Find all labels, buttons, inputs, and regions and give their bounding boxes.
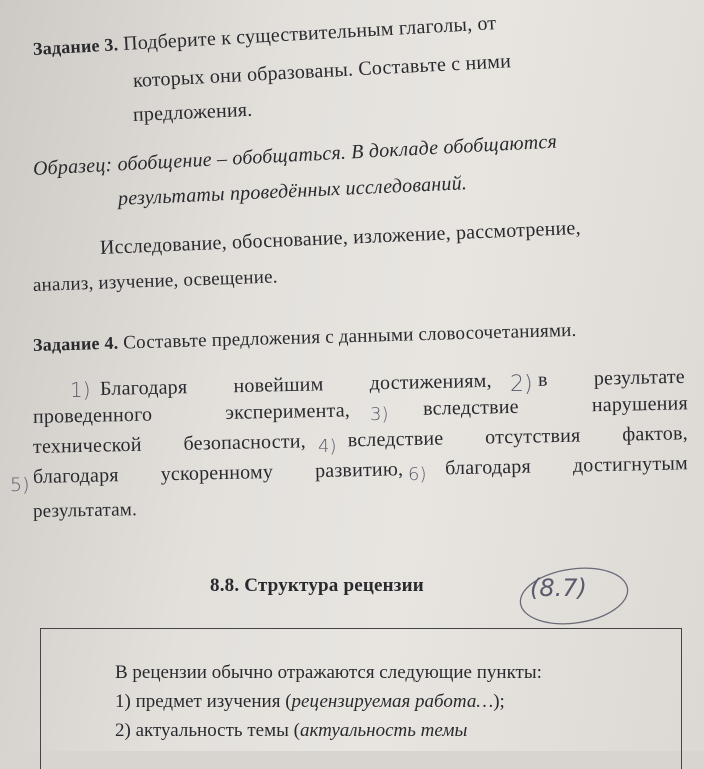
handwritten-number-3: 3) bbox=[370, 404, 389, 425]
handwritten-number-1: 1) bbox=[70, 378, 91, 402]
phrase-word: технической bbox=[32, 433, 142, 458]
phrase-word: благодаря bbox=[444, 455, 532, 480]
handwritten-number-6: 6) bbox=[408, 464, 427, 485]
phrase-word: фактов, bbox=[622, 422, 689, 446]
box-intro: В рецензии обычно отражаются следующие пункты: bbox=[115, 662, 542, 683]
box-item-2-italic: актуальность темы bbox=[299, 720, 468, 741]
task3-line3 bbox=[133, 99, 253, 126]
sample-text-1: Образец: обобщение – обобщаться. В докладе обобщаются bbox=[32, 130, 558, 180]
task4-label: Задание 4. bbox=[32, 332, 119, 355]
handwritten-number-5: 5) bbox=[10, 474, 30, 496]
phrase-word: развитию, bbox=[314, 458, 404, 483]
phrase-word: Благодаря bbox=[99, 376, 188, 400]
task4-line bbox=[33, 319, 577, 357]
phrases-line3 bbox=[33, 422, 688, 458]
phrase-word: безопасности, bbox=[183, 430, 307, 455]
box-item-1-italic: рецензируемая работа… bbox=[291, 691, 494, 712]
task3-text-1: Подберите к существительным глаголы, от bbox=[122, 12, 497, 55]
phrase-word: вследствие bbox=[422, 395, 519, 420]
phrase-word: эксперимента, bbox=[225, 399, 351, 424]
phrase-word: в bbox=[537, 368, 548, 391]
sample-text-2: результаты проведённых исследований. bbox=[117, 172, 468, 210]
phrases-line4 bbox=[33, 452, 688, 488]
task3-text-2: которых они образованы. Составьте с ними bbox=[132, 50, 512, 92]
handwritten-number-2: 2) bbox=[510, 372, 533, 397]
phrase-word: нарушения bbox=[591, 392, 689, 417]
phrase-word: достигнутым bbox=[572, 452, 689, 477]
handwritten-number-4: 4) bbox=[318, 436, 337, 457]
task4-text: Составьте предложения с данными словосочетаниями. bbox=[122, 319, 577, 354]
phrases-line5 bbox=[33, 499, 137, 523]
box-item-2-text: 2) актуальность темы ( bbox=[115, 720, 300, 741]
section-title: 8.8. Структура рецензии bbox=[210, 575, 424, 596]
sample-line2 bbox=[118, 172, 468, 210]
phrase-word: отсутствия bbox=[484, 424, 581, 449]
box-item-1-text: 1) предмет изучения ( bbox=[115, 691, 292, 712]
box-item-2 bbox=[115, 720, 467, 742]
phrase-word: благодаря bbox=[32, 464, 119, 488]
phrase-word: вследствие bbox=[347, 427, 444, 452]
box-item-1 bbox=[115, 691, 505, 713]
phrase-word: новейшим bbox=[233, 373, 324, 398]
phrase-word: достижениям, bbox=[369, 369, 492, 395]
task3-line2 bbox=[132, 50, 511, 92]
words-text-2: анализ, изучение, освещение. bbox=[32, 266, 278, 296]
phrase-word: результате bbox=[593, 365, 686, 390]
task3-text-3: предложения. bbox=[132, 98, 253, 126]
words-line2 bbox=[33, 266, 278, 297]
handwritten-note: (8.7) bbox=[530, 574, 587, 602]
info-box bbox=[40, 628, 682, 769]
words-text-1: Исследование, обоснование, изложение, рассмотрение, bbox=[99, 216, 582, 259]
phrase-word: ускоренному bbox=[160, 460, 274, 486]
phrase-word: проведенного bbox=[32, 403, 153, 428]
phrase-word: результатам. bbox=[32, 499, 138, 522]
box-item-1-suffix: ); bbox=[493, 691, 505, 712]
words-line1 bbox=[100, 217, 582, 259]
task3-label: Задание 3. bbox=[32, 34, 119, 59]
sample-line1 bbox=[32, 131, 557, 180]
